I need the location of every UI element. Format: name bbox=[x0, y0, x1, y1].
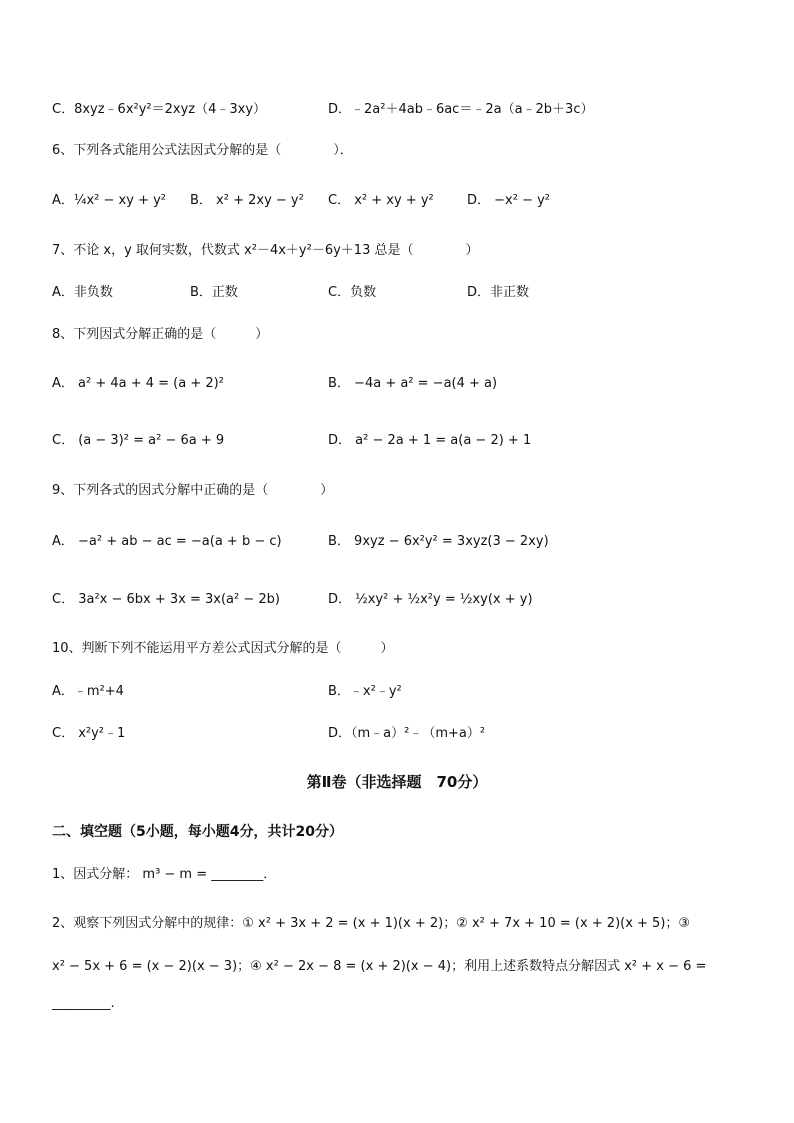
q10-option-d: D．（m﹣a）²﹣（m+a）² bbox=[328, 726, 486, 741]
q6-option-c: C． x² + xy + y² bbox=[328, 193, 434, 208]
q7-option-b: B．正数 bbox=[190, 285, 238, 300]
q10-stem: 10、判断下列不能运用平方差公式因式分解的是（ ） bbox=[52, 641, 394, 656]
q6-option-b: B． x² + 2xy − y² bbox=[190, 193, 304, 208]
q8-option-d: D． a² − 2a + 1 = a(a − 2) + 1 bbox=[328, 433, 532, 448]
q7-option-c: C．负数 bbox=[328, 285, 377, 300]
q9-option-d: D． ½xy² + ½x²y = ½xy(x + y) bbox=[328, 592, 533, 607]
q5-option-c: C．8xyz﹣6x²y²＝2xyz（4﹣3xy） bbox=[52, 102, 267, 117]
q7-stem: 7、不论 x，y 取何实数，代数式 x²－4x＋y²－6y＋13 总是（ ） bbox=[52, 243, 479, 258]
q10-option-c: C． x²y²﹣1 bbox=[52, 726, 126, 741]
q8-option-a: A． a² + 4a + 4 = (a + 2)² bbox=[52, 376, 224, 391]
q8-stem: 8、下列因式分解正确的是（ ） bbox=[52, 327, 269, 342]
q9-stem: 9、下列各式的因式分解中正确的是（ ） bbox=[52, 483, 334, 498]
fill-question-1: 1、因式分解： m³ − m = ________． bbox=[52, 867, 277, 882]
fill-question-2-line-3: _________. bbox=[52, 996, 115, 1011]
q6-option-d: D． −x² − y² bbox=[467, 193, 551, 208]
q8-option-c: C． (a − 3)² = a² − 6a + 9 bbox=[52, 433, 225, 448]
part-heading: 二、填空题（5小题，每小题4分，共计20分） bbox=[52, 824, 343, 840]
q6-stem: 6、下列各式能用公式法因式分解的是（ ）． bbox=[52, 143, 353, 158]
q7-option-d: D．非正数 bbox=[467, 285, 530, 300]
q9-option-b: B． 9xyz − 6x²y² = 3xyz(3 − 2xy) bbox=[328, 534, 549, 549]
q5-option-d: D．﹣2a²＋4ab﹣6ac＝﹣2a（a﹣2b＋3c） bbox=[328, 102, 594, 117]
q6-option-a: A．¼x² − xy + y² bbox=[52, 193, 167, 208]
q9-option-a: A． −a² + ab − ac = −a(a + b − c) bbox=[52, 534, 282, 549]
fill-question-2-line-2: x² − 5x + 6 = (x − 2)(x − 3)；④ x² − 2x − 8 = (x + 2)(x − 4)；利用上述系数特点分解因式 x² + x − 6 = bbox=[52, 959, 707, 974]
q9-option-c: C． 3a²x − 6bx + 3x = 3x(a² − 2b) bbox=[52, 592, 280, 607]
q10-option-b: B．﹣x²﹣y² bbox=[328, 684, 402, 699]
section-title: 第Ⅱ卷（非选择题 70分） bbox=[306, 773, 488, 791]
fill-question-2-line-1: 2、观察下列因式分解中的规律：① x² + 3x + 2 = (x + 1)(x + 2)；② x² + 7x + 10 = (x + 2)(x + 5)；③ bbox=[52, 916, 691, 931]
q10-option-a: A．﹣m²+4 bbox=[52, 684, 124, 699]
q7-option-a: A．非负数 bbox=[52, 285, 113, 300]
q8-option-b: B． −4a + a² = −a(4 + a) bbox=[328, 376, 498, 391]
